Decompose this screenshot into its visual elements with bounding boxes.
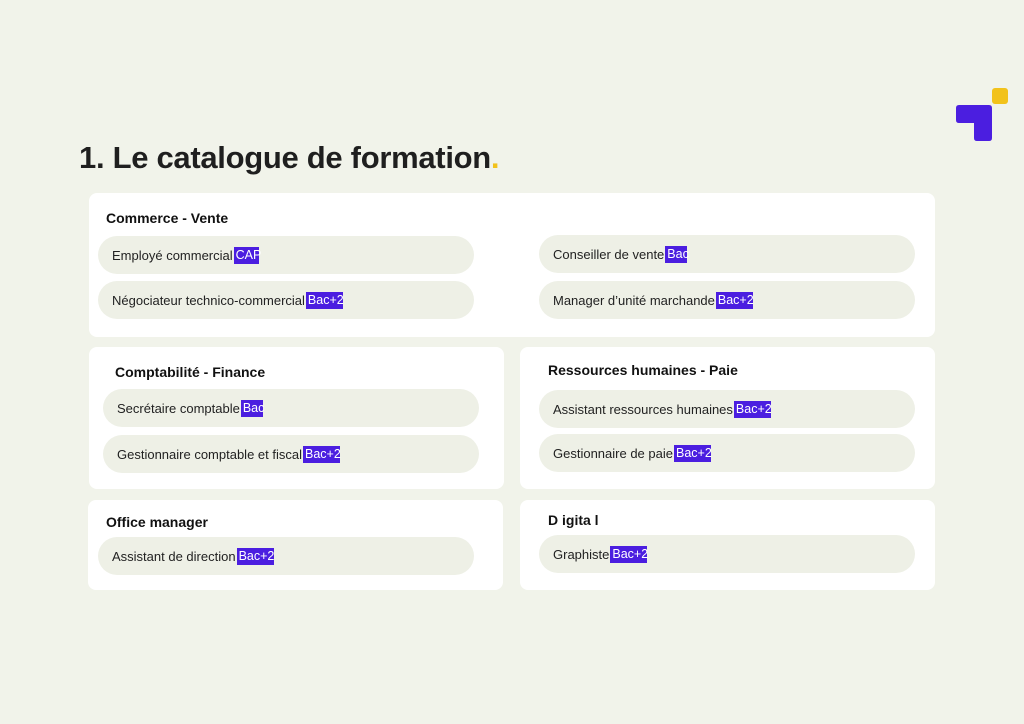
course-label: Manager d’unité marchande: [553, 292, 715, 308]
title-accent-dot: .: [490, 140, 500, 175]
course-item[interactable]: [103, 435, 479, 473]
course-label: Gestionnaire de paie: [553, 445, 673, 461]
course-label: Employé commercial: [112, 247, 233, 263]
section-title-compta: Comptabilité - Finance: [115, 364, 266, 380]
course-label: Secrétaire comptable: [117, 400, 240, 416]
level-badge: Bac+2: [717, 292, 754, 307]
course-item[interactable]: [103, 389, 479, 427]
course-item[interactable]: [539, 535, 915, 573]
level-badge: Bac+2: [612, 546, 649, 561]
course-item[interactable]: [98, 281, 474, 319]
level-badge: Bac+2: [307, 292, 344, 307]
section-title-rh: Ressources humaines - Paie: [548, 362, 738, 378]
course-label: Graphiste: [553, 546, 610, 562]
level-badge: Bac: [242, 400, 265, 415]
logo-purple-shape: [956, 105, 992, 141]
level-badge: Bac+2: [675, 445, 712, 460]
course-item[interactable]: [98, 537, 474, 575]
course-label: Assistant ressources humaines: [553, 401, 733, 417]
section-title-office: Office manager: [106, 514, 208, 530]
level-badge: CAP: [235, 247, 262, 262]
level-badge: Bac+2: [304, 446, 341, 461]
course-item[interactable]: [539, 235, 915, 273]
course-label: Gestionnaire comptable et fiscal: [117, 446, 302, 462]
level-badge: Bac+2: [735, 401, 772, 416]
course-item[interactable]: [98, 236, 474, 274]
level-badge: Bac: [667, 246, 689, 261]
course-item[interactable]: [539, 434, 915, 472]
logo-yellow-square: [992, 88, 1008, 104]
course-item[interactable]: [539, 281, 915, 319]
level-badge: Bac+2: [238, 548, 275, 563]
course-item[interactable]: [539, 390, 915, 428]
section-title-digital: D igita l: [548, 512, 599, 528]
section-title-commerce: Commerce - Vente: [106, 210, 229, 226]
page-title: 1. Le catalogue de formation.: [79, 140, 500, 175]
course-label: Assistant de direction: [112, 548, 236, 564]
course-label: Conseiller de vente: [553, 246, 665, 262]
course-label: Négociateur technico-commercial: [112, 292, 305, 308]
brand-logo-icon: [956, 88, 1010, 144]
